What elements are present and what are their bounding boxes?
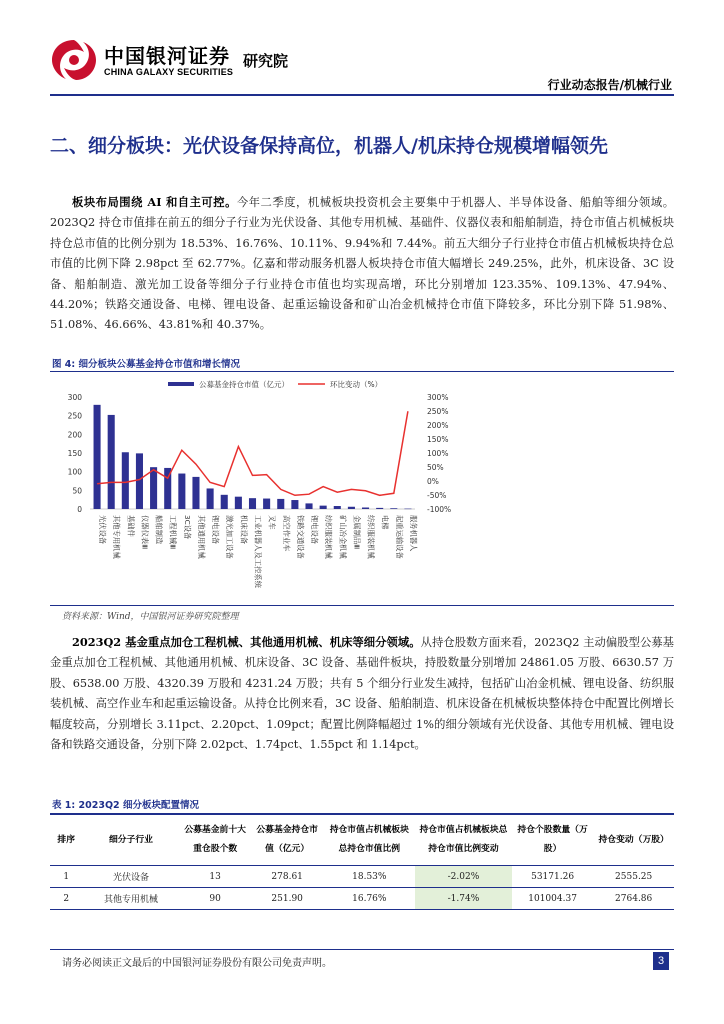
x-tick-label: 船舶制造 [154,515,164,545]
x-tick-label: 仪器仪表Ⅲ [140,515,150,550]
page-number: 3 [653,952,669,970]
x-tick-label: 高空作业车 [281,515,291,552]
cell-market-value: 278.61 [251,866,324,888]
bar-holding-value [136,453,143,509]
cell-share: 18.53% [324,866,415,888]
bar-holding-value [122,452,129,509]
cell-rank: 1 [50,866,82,888]
cell-shares: 53171.26 [512,866,593,888]
x-tick-label: 金属制品Ⅲ [352,515,362,550]
y-left-tick-label: 300 [67,393,82,402]
cell-share-change: -1.74% [415,888,512,910]
col-top10-count: 公募基金前十大重仓股个数 [180,814,251,866]
y-right-tick-label: 300% [427,393,449,402]
cell-subsector: 其他专用机械 [82,888,179,910]
cell-share: 16.76% [324,888,415,910]
x-tick-label: 纺织服装机械 [366,515,376,559]
bar-holding-value [94,405,101,509]
table-title: 表 1: 2023Q2 细分板块配置情况 [52,800,199,811]
cell-market-value: 251.90 [251,888,324,910]
col-rank: 排序 [50,814,82,866]
report-type: 行业动态报告/机械行业 [547,78,672,92]
figure-title: 图 4: 细分板块公募基金持仓市值和增长情况 [52,359,241,370]
bar-holding-value [277,499,284,509]
footer-rule [50,949,674,950]
x-tick-label: 叉车 [267,515,277,530]
y-left-tick-label: 0 [77,505,82,514]
bar-holding-value [192,477,199,509]
bar-holding-value [178,474,185,509]
cell-shares-change: 2764.86 [593,888,674,910]
cell-subsector: 光伏设备 [82,866,179,888]
x-tick-label: 光伏设备 [98,515,108,545]
company-name-en: CHINA GALAXY SECURITIES [104,67,234,77]
y-right-tick-label: 100% [427,449,449,458]
y-right-tick-label: -50% [427,491,447,500]
table-row [50,888,674,910]
x-tick-label: 激光加工设备 [225,515,235,559]
y-left-tick-label: 100 [67,467,82,477]
galaxy-logo-icon [50,38,98,82]
y-left-tick-label: 150 [67,449,82,458]
x-tick-label: 3C设备 [182,515,192,540]
cell-rank: 2 [50,888,82,910]
cell-top10-count: 13 [180,866,251,888]
x-tick-label: 矿山冶金机械 [338,515,348,559]
bar-holding-value [404,509,411,510]
section-title: 二、细分板块：光伏设备保持高位，机器人/机床持仓规模增幅领先 [50,135,608,157]
y-right-tick-label: 200% [427,421,449,430]
paragraph-2-body: 从持仓股数方面来看，2023Q2 主动偏股型公募基金重点加仓工程机械、其他通用机械、机床设备、3C 设备、基础件板块，持股数量分别增加 24861.05 万股、6630.57 万股、6538.00 万股、4320.39 万股和 4231.24 万股；共有 5 个细分行业发生减持，包括矿山冶金机械、锂电设备、纺织服装机械、高空作业车和起重运输设备。从持仓比例来看，3C 设备、船舶制造、机床设备在机械板块整体持仓中配置比例增长幅度较高，分别增长 3.11pct、2.20pct、1.09pct；配置比例降幅超过 1%的细分领域有光伏设备、其他专用机械、锂电设备和铁路交通设备，分别下降 2.02pct、1.74pct、1.55pct 和 1.14pct。 [50,636,674,752]
legend-bar-label: 公募基金持仓市值（亿元） [199,380,289,389]
col-market-value: 公募基金持仓市值（亿元） [251,814,324,866]
bar-holding-value [376,508,383,509]
x-tick-label: 其他专用机械 [112,515,122,559]
allocation-table [50,813,674,910]
x-tick-label: 工程机械Ⅲ [168,515,178,550]
y-left-tick-label: 250 [67,411,82,421]
bar-holding-value [291,500,298,509]
col-shares: 持仓个股数量（万股） [512,814,593,866]
y-right-tick-label: 0% [427,477,439,486]
x-tick-label: 纺织服装机械 [324,515,334,559]
x-tick-label: 起重运输设备 [394,515,404,559]
paragraph-1 [50,192,674,336]
company-name-cn: 中国银河证券 [104,44,230,68]
x-tick-label: 基础件 [126,515,136,537]
x-tick-label: 服务机器人 [408,515,418,552]
table-row [50,866,674,888]
header-rule [50,94,674,96]
col-share: 持仓市值占机械板块总持仓市值比例 [324,814,415,866]
col-share-change: 持仓市值占机械板块总持仓市值比例变动 [415,814,512,866]
figure-rule-bottom [50,605,674,606]
bar-holding-value [334,506,341,509]
bar-holding-value [249,498,256,509]
figure-source: 资料来源：Wind，中国银河证券研究院整理 [62,612,239,622]
cell-shares-change: 2555.25 [593,866,674,888]
paragraph-2 [50,632,674,755]
page-header [0,0,724,100]
bar-holding-value [390,508,397,509]
x-tick-label: 工业机器人及工控系统 [253,515,263,588]
bar-holding-value [207,488,214,509]
y-right-tick-label: -100% [427,505,452,514]
cell-share-change: -2.02% [415,866,512,888]
x-tick-label: 锂电设备 [310,515,320,545]
legend-line-label: 环比变动（%） [330,380,383,389]
legend-bar-swatch [168,382,194,386]
disclaimer-note: 请务必阅读正文最后的中国银河证券股份有限公司免责声明。 [62,958,332,969]
bar-holding-value [150,467,157,509]
table-header-row [50,814,674,866]
y-right-tick-label: 250% [427,407,449,416]
x-tick-label: 电梯 [380,515,390,530]
institute-name: 研究院 [243,52,289,70]
line-qoq-change [97,411,408,495]
x-tick-label: 机床设备 [239,515,249,545]
bar-holding-value [305,503,312,509]
bar-holding-value [221,495,228,509]
bar-holding-value [108,415,115,509]
y-left-tick-label: 200 [67,430,82,440]
y-left-tick-label: 50 [72,486,82,496]
paragraph-1-lead: 板块布局围绕 AI 和自主可控。 [72,195,237,209]
paragraph-2-lead: 2023Q2 基金重点加仓工程机械、其他通用机械、机床等细分领域。 [72,635,421,649]
y-right-tick-label: 150% [427,435,449,444]
bar-holding-value [263,499,270,509]
x-tick-label: 锂电设备 [211,515,221,545]
holdings-chart [50,372,674,604]
x-tick-label: 其他通用机械 [196,515,206,559]
x-tick-label: 铁路交通设备 [295,515,305,559]
bar-holding-value [235,497,242,509]
bar-holding-value [320,506,327,509]
paragraph-1-body: 今年二季度，机械板块投资机会主要集中于机器人、半导体设备、船舶等细分领域。2023Q2 持仓市值排在前五的细分子行业为光伏设备、其他专用机械、基础件、仪器仪表和船舶制造，持仓市值占机械板块持仓总市值的比例分别为 18.53%、16.76%、10.11%、9.94%和 7.44%。前五大细分子行业持仓市值占机械板块持仓总市值的比例下降 2.98pct 至 62.77%。亿嘉和带动服务机器人板块持仓市值大幅增长 249.25%，此外，机床设备、3C 设备、船舶制造、激光加工设备等细分子行业持仓市值也均实现高增，环比分别增加 123.35%、109.13%、47.94%、44.20%；铁路交通设备、电梯、锂电设备、起重运输设备和矿山冶金机械持仓市值下降较多，环比分别下降 51.98%、51.08%、46.66%、43.81%和 40.37%。 [50,196,674,332]
col-subsector: 细分子行业 [82,814,179,866]
cell-shares: 101004.37 [512,888,593,910]
col-shares-change: 持仓变动（万股） [593,814,674,866]
y-right-tick-label: 50% [427,463,444,472]
bar-holding-value [362,508,369,509]
cell-top10-count: 90 [180,888,251,910]
bar-holding-value [348,507,355,509]
